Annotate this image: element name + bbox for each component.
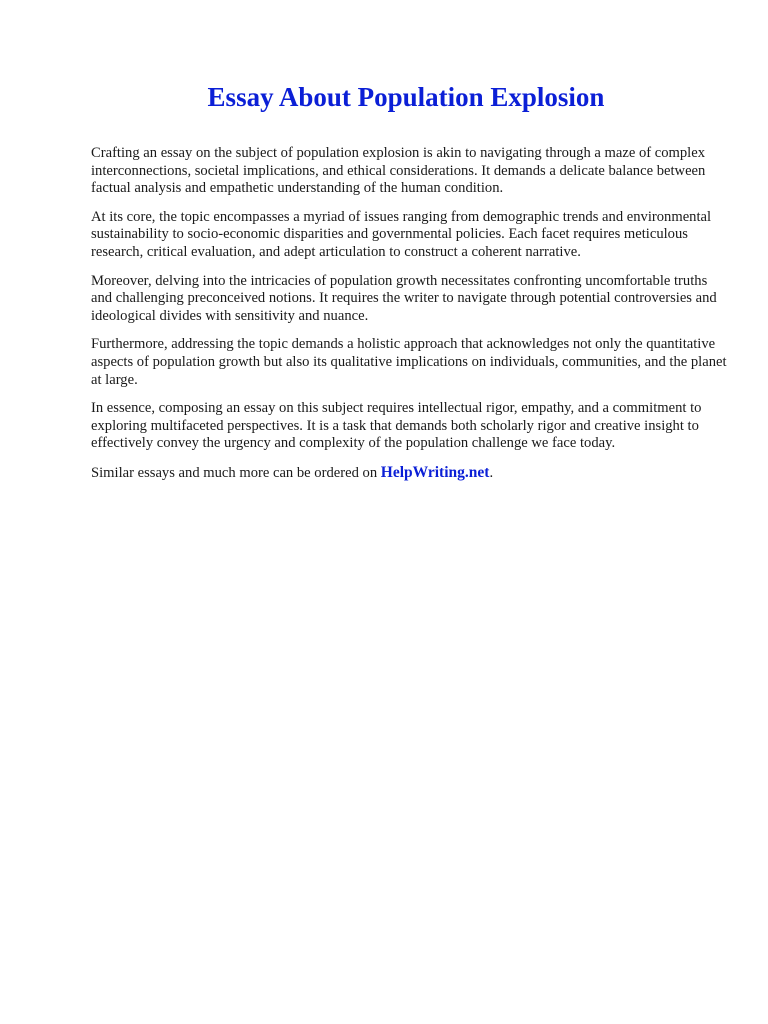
footer-prefix: Similar essays and much more can be ordered on <box>91 464 378 481</box>
helpwriting-link[interactable]: HelpWriting.net <box>380 463 490 481</box>
paragraph-2: At its core, the topic encompasses a myriad of issues ranging from demographic trends and environmental sustainability to socio-economic disparities and governmental policies. Each facet requires meticulous research, critical evaluation, and adept articulation to construct a coherent narrative. <box>91 208 712 260</box>
paragraph-4: Furthermore, addressing the topic demands a holistic approach that acknowledges not only the quantitative aspects of population growth but also its qualitative implications on individuals, communities, and the planet at large. <box>91 336 727 388</box>
paragraph-3: Moreover, delving into the intricacies of population growth necessitates confronting uncomfortable truths and challenging preconceived notions. It requires the writer to navigate through potential controversies and ideological divides with sensitivity and nuance. <box>91 272 717 324</box>
essay-body <box>91 145 731 483</box>
paragraph-5: In essence, composing an essay on this subject requires intellectual rigor, empathy, and a commitment to exploring multifaceted perspectives. It is a task that demands both scholarly rigor and creative insight to effectively convey the urgency and complexity of the population challenge we face today. <box>91 400 702 452</box>
footer-line <box>91 464 731 483</box>
paragraph-1: Crafting an essay on the subject of population explosion is akin to navigating through a maze of complex interconnections, societal implications, and ethical considerations. It demands a delicate balance between factual analysis and empathetic understanding of the human condition. <box>91 145 706 197</box>
footer-suffix: . <box>489 464 494 481</box>
page-title: Essay About Population Explosion <box>207 82 605 112</box>
